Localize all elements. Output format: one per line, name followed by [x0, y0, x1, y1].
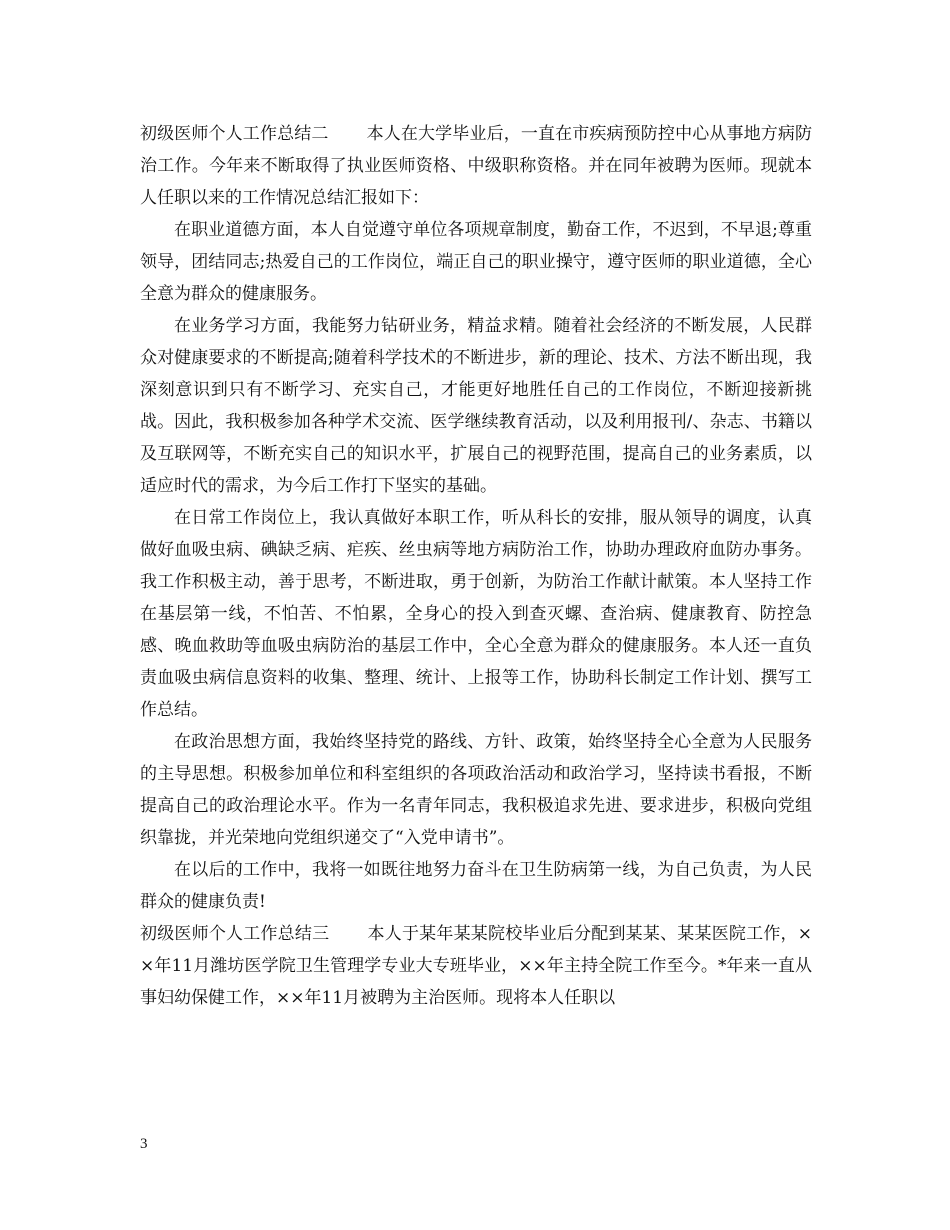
paragraph-political-thought: 在政治思想方面，我始终坚持党的路线、方针、政策，始终坚持全心全意为人民服务的主导思想。积极参加单位和科室组织的各项政治活动和政治学习，坚持读书看报，不断提高自己的政治理论水平。作为一名青年同志，我积极追求先进、要求进步，积极向党组织靠拢，并光荣地向党组织递交了“入党申请书”。: [140, 732, 812, 848]
paragraph-professional-study: 在业务学习方面，我能努力钻研业务，精益求精。随着社会经济的不断发展，人民群众对健康要求的不断提高;随着科学技术的不断进步，新的理论、技术、方法不断出现，我深刻意识到只有不断学习、充实自己，才能更好地胜任自己的工作岗位，不断迎接新挑战。因此，我积极参加各种学术交流、医学继续教育活动，以及利用报刊/、杂志、书籍以及互联网等，不断充实自己的知识水平，扩展自己的视野范围，提高自己的业务素质，以适应时代的需求，为今后工作打下坚实的基础。: [140, 316, 812, 496]
document-body: [140, 118, 812, 1014]
section3-title: 初级医师个人工作总结三: [140, 924, 330, 944]
paragraph-professional-ethics: 在职业道德方面，本人自觉遵守单位各项规章制度，勤奋工作，不迟到，不早退;尊重领导，团结同志;热爱自己的工作岗位，端正自己的职业操守，遵守医师的职业道德，全心全意为群众的健康服务。: [140, 220, 812, 304]
section2-intro-text: 本人在大学毕业后，一直在市疾病预防控中心从事地方病防治工作。今年来不断取得了执业医师资格、中级职称资格。并在同年被聘为医师。现就本人任职以来的工作情况总结汇报如下：: [140, 124, 813, 208]
section2-title: 初级医师个人工作总结二: [140, 124, 329, 144]
section3-intro-paragraph: [140, 918, 812, 1014]
paragraph-daily-work: 在日常工作岗位上，我认真做好本职工作，听从科长的安排，服从领导的调度，认真做好血吸虫病、碘缺乏病、疟疾、丝虫病等地方病防治工作，协助办理政府血防办事务。我工作积极主动，善于思考，不断进取，勇于创新，为防治工作献计献策。本人坚持工作在基层第一线，不怕苦、不怕累，全身心的投入到查灭螺、查治病、健康教育、防控急感、晚血救助等血吸虫病防治的基层工作中，全心全意为群众的健康服务。本人还一直负责血吸虫病信息资料的收集、整理、统计、上报等工作，协助科长制定工作计划、撰写工作总结。: [140, 508, 812, 720]
section2-intro-paragraph: [140, 118, 812, 214]
page-number: 3: [140, 1136, 148, 1152]
paragraph-future-work: 在以后的工作中，我将一如既往地努力奋斗在卫生防病第一线，为自己负责，为人民群众的健康负责!: [140, 860, 812, 912]
section3-intro-text: 本人于某年某某院校毕业后分配到某某、某某医院工作，××年11月潍坊医学院卫生管理学专业大专班毕业，××年主持全院工作至今。*年来一直从事妇幼保健工作，××年11月被聘为主治医师。现将本人任职以: [140, 924, 813, 1008]
